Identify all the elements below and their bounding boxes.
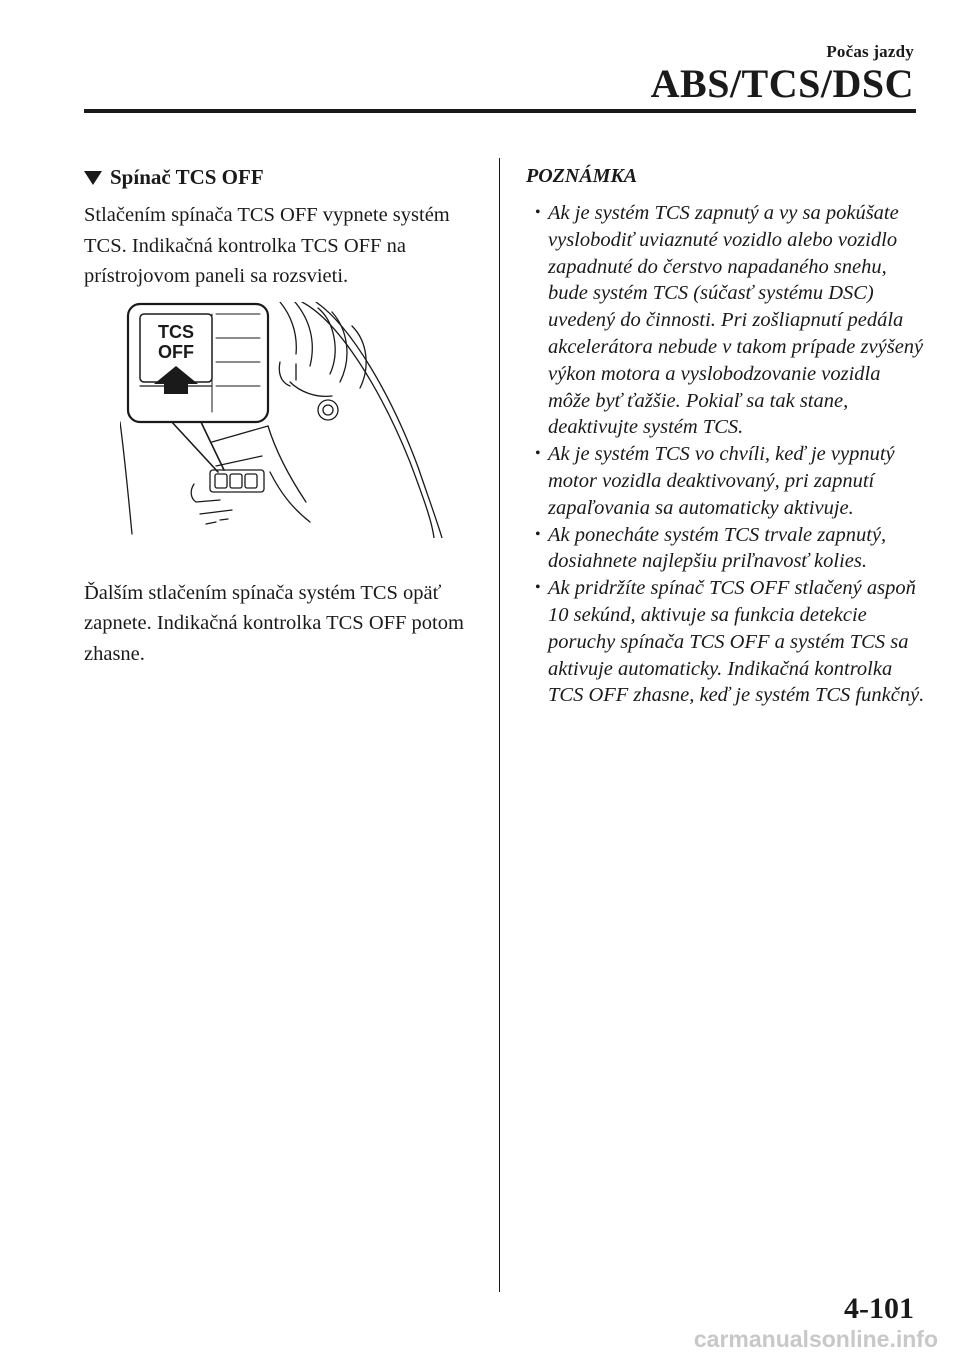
note-item xyxy=(526,522,926,576)
page-number: 4-101 xyxy=(844,1292,914,1325)
left-column xyxy=(84,162,484,669)
figure-label-tcs: TCS xyxy=(158,321,194,342)
running-header-title: ABS/TCS/DSC xyxy=(650,61,914,106)
note-item-text: Ak je systém TCS vo chvíli, keď je vypnutý motor vozidla deaktivovaný, pri zapnutí zapaľovania sa automaticky aktivuje. xyxy=(548,443,895,519)
note-item xyxy=(526,441,926,521)
bullet-icon: • xyxy=(535,204,541,221)
note-item-text: Ak ponecháte systém TCS trvale zapnutý, dosiahnete najlepšiu priľnavosť kolies. xyxy=(548,523,887,573)
bullet-icon: • xyxy=(535,579,541,597)
running-header-subtitle: Počas jazdy xyxy=(826,42,914,61)
second-paragraph: Ďalším stlačením spínača systém TCS opäť zapnete. Indikačná kontrolka TCS OFF potom zhasne. xyxy=(84,581,464,665)
note-item xyxy=(526,575,926,709)
section-heading xyxy=(84,162,484,192)
note-title: POZNÁMKA xyxy=(526,165,638,187)
note-item-text: Ak pridržíte spínač TCS OFF stlačený aspoň 10 sekúnd, aktivuje sa funkcia detekcie poruchy spínača TCS OFF a systém TCS sa aktivuje automaticky. Indikačná kontrolka TCS OFF zhasne, keď je systém TCS funkčný. xyxy=(548,577,925,707)
right-column xyxy=(526,162,926,709)
note-item-text: Ak je systém TCS zapnutý a vy sa pokúšate vyslobodiť uviaznuté vozidlo alebo vozidlo zapadnuté do čerstvo napadaného snehu, bude systém TCS (súčasť systému DSC) uvedený do činnosti. Pri zošliapnutí pedála akcelerátora nebude v takom prípade zvýšený výkon motora a vyslobodzovanie vozidla môže byť ťažšie. Pokiaľ sa tak stane, deaktivujte systém TCS. xyxy=(548,202,924,439)
triangle-down-icon xyxy=(84,171,102,185)
watermark: carmanualsonline.info xyxy=(693,1326,938,1352)
column-divider xyxy=(499,158,500,1292)
bullet-icon: • xyxy=(535,445,541,463)
figure-label-off: OFF xyxy=(158,341,194,362)
header-rule xyxy=(84,109,916,113)
intro-paragraph: Stlačením spínača TCS OFF vypnete systém TCS. Indikačná kontrolka TCS OFF na prístrojovom paneli sa rozsvieti. xyxy=(84,204,450,287)
note-list xyxy=(526,200,926,709)
bullet-icon: • xyxy=(535,525,541,543)
note-item xyxy=(526,200,926,441)
section-heading-text: Spínač TCS OFF xyxy=(110,165,264,189)
tcs-off-switch-figure xyxy=(120,302,485,538)
